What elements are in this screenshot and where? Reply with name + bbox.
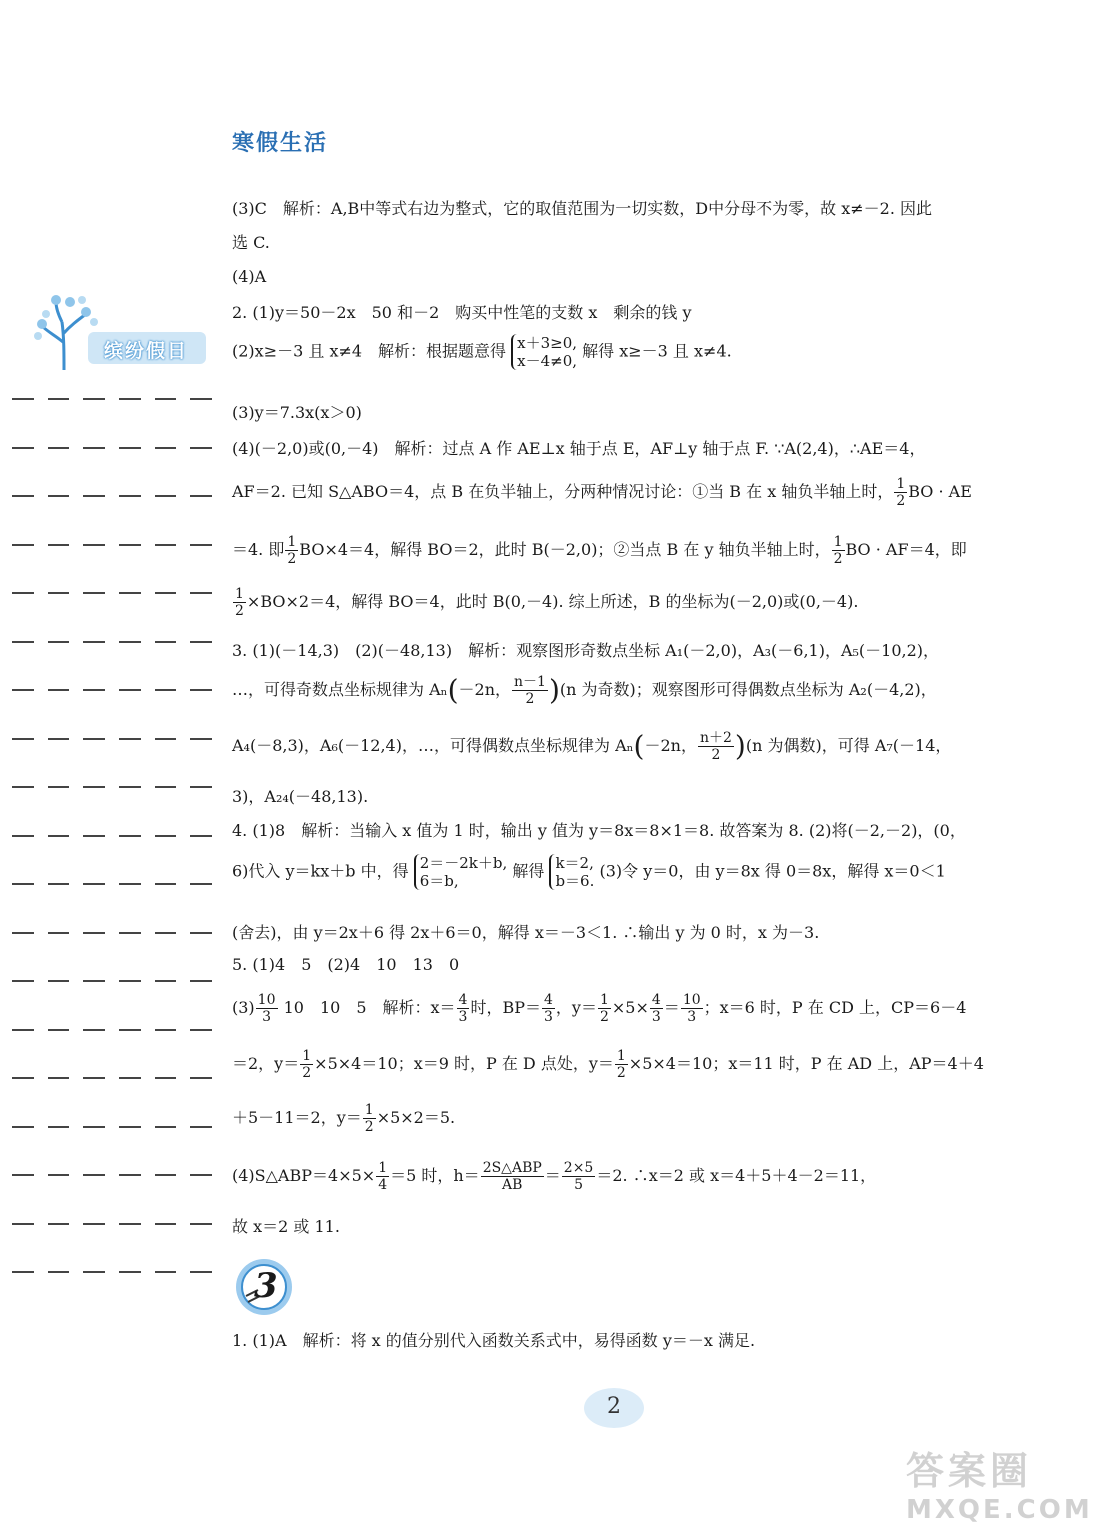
note-row: [12, 924, 212, 973]
note-row: [12, 633, 212, 682]
note-lines: [12, 390, 212, 1312]
text-line: …，可得奇数点坐标规律为 Aₙ(－2n， $\frac{n-1}{2}$ )(n 为奇数)；观察图形可得偶数点坐标为 A₂(－4,2)，: [232, 673, 937, 707]
text-line: (4)A: [232, 267, 267, 286]
note-row: [12, 730, 212, 779]
equation-system: 2＝－2k＋b, 6＝b,: [414, 854, 508, 890]
note-row: [12, 778, 212, 827]
note-row: [12, 827, 212, 876]
note-row: [12, 1069, 212, 1118]
page-number: 2: [584, 1388, 644, 1428]
note-row: [12, 584, 212, 633]
text-line: (3)C 解析：A,B中等式右边为整式，它的取值范围为一切实数，D中分母不为零，故 x≠－2. 因此: [232, 199, 933, 218]
text-line: AF＝2. 已知 S△ABO＝4，点 B 在负半轴上，分两种情况讨论：①当 B 在 x 轴负半轴上时， $\frac{1}{2}$ BO · AE: [232, 476, 972, 509]
text-line: 2. (1)y＝50－2x 50 和－2 购买中性笔的支数 x 剩余的钱 y: [232, 303, 692, 322]
text-line: (4)S△ABP＝4×5× $\frac{1}{4}$ ＝5 时，h＝ $\frac{\text{2S△ABP}}{AB}$ ＝ $\frac{2\times 5}{5}$ ＝2. ∴x＝2 或 x＝4＋5＋4－2＝11，: [232, 1160, 877, 1193]
note-row: [12, 1166, 212, 1215]
text-line: ＋5－11＝2，y＝ $\frac{1}{2}$ ×5×2＝5.: [232, 1102, 456, 1135]
text-line: ＝2，y＝ $\frac{1}{2}$ ×5×4＝10；x＝9 时，P 在 D 点处，y＝ $\frac{1}{2}$ ×5×4＝10；x＝11 时，P 在 AD 上，AP＝4＋4: [232, 1048, 984, 1081]
text-line: (3) $\frac{10}{3}$ 10 10 5 解析：x＝ $\frac{4}{3}$ 时，BP＝ $\frac{4}{3}$ ，y＝ $\frac{1}{2}$ ×5× $\frac{4}{3}$ ＝ $\frac{10}{3}$ ；x＝6 时，P 在 CD 上，CP＝6－4: [232, 992, 967, 1025]
text-line: (4)(－2,0)或(0,－4) 解析：过点 A 作 AE⊥x 轴于点 E，AF⊥y 轴于点 F. ∵A(2,4)，∴AE＝4，: [232, 439, 926, 458]
note-row: [12, 487, 212, 536]
note-row: [12, 875, 212, 924]
sidebar-logo: [34, 292, 210, 374]
text-line: $\frac{1}{2}$ ×BO×2＝4，解得 BO＝4，此时 B(0,－4). 综上所述，B 的坐标为(－2,0)或(0,－4).: [235, 586, 859, 619]
badge-number: 3: [254, 1266, 278, 1306]
equation-system: k＝2, b＝6.: [549, 854, 594, 890]
note-row: [12, 1021, 212, 1070]
note-row: [12, 972, 212, 1021]
text-line: (2)x≥－3 且 x≠4 解析：根据题意得 x＋3≥0, x－4≠0, 解得 x≥－3 且 x≠4.: [232, 334, 732, 370]
text-line: 1. (1)A 解析：将 x 的值分别代入函数关系式中，易得函数 y＝－x 满足.: [232, 1331, 756, 1350]
text-line: 选 C.: [232, 233, 270, 252]
note-row: [12, 536, 212, 585]
text-line: (舍去)，由 y＝2x＋6 得 2x＋6＝0，解得 x＝－3＜1. ∴输出 y 为 0 时，x 为－3.: [232, 923, 820, 942]
page-title: 寒假生活: [232, 131, 329, 156]
text-line: (3)y＝7.3x(x＞0): [232, 403, 362, 422]
note-row: [12, 1263, 212, 1312]
watermark-logo: 答案圈 MXQE.COM: [906, 1449, 1093, 1525]
note-row: [12, 681, 212, 730]
text-line: 故 x＝2 或 11.: [232, 1217, 340, 1236]
note-row: [12, 439, 212, 488]
note-row: [12, 1118, 212, 1167]
note-row: [12, 1215, 212, 1264]
text-line: 4. (1)8 解析：当输入 x 值为 1 时，输出 y 值为 y＝8x＝8×1＝8. 故答案为 8. (2)将(－2,－2)，(0，: [232, 821, 966, 840]
text-line: ＝4. 即 $\frac{1}{2}$ BO×4＝4，解得 BO＝2，此时 B(－2,0)；②当点 B 在 y 轴负半轴上时， $\frac{1}{2}$ BO · AF＝4，即: [232, 534, 967, 567]
note-row: [12, 390, 212, 439]
equation-system: x＋3≥0, x－4≠0,: [511, 334, 577, 370]
text-line: 6)代入 y＝kx＋b 中，得 2＝－2k＋b, 6＝b, 解得 k＝2, b＝6. (3)令 y＝0，由 y＝8x 得 0＝8x，解得 x＝0＜1: [232, 854, 946, 890]
text-line: 3. (1)(－14,3) (2)(－48,13) 解析：观察图形奇数点坐标 A₁(－2,0)，A₃(－6,1)，A₅(－10,2)，: [232, 641, 940, 660]
text-line: 3)，A₂₄(－48,13).: [232, 787, 369, 806]
sidebar-label: 缤纷假日: [104, 340, 189, 362]
text-line: A₄(－8,3)，A₆(－12,4)，…，可得偶数点坐标规律为 Aₙ(－2n， $\frac{n+2}{2}$ )(n 为偶数)，可得 A₇(－14，: [232, 729, 952, 763]
text-line: 5. (1)4 5 (2)4 10 13 0: [232, 955, 460, 974]
section-badge: [232, 1256, 296, 1318]
